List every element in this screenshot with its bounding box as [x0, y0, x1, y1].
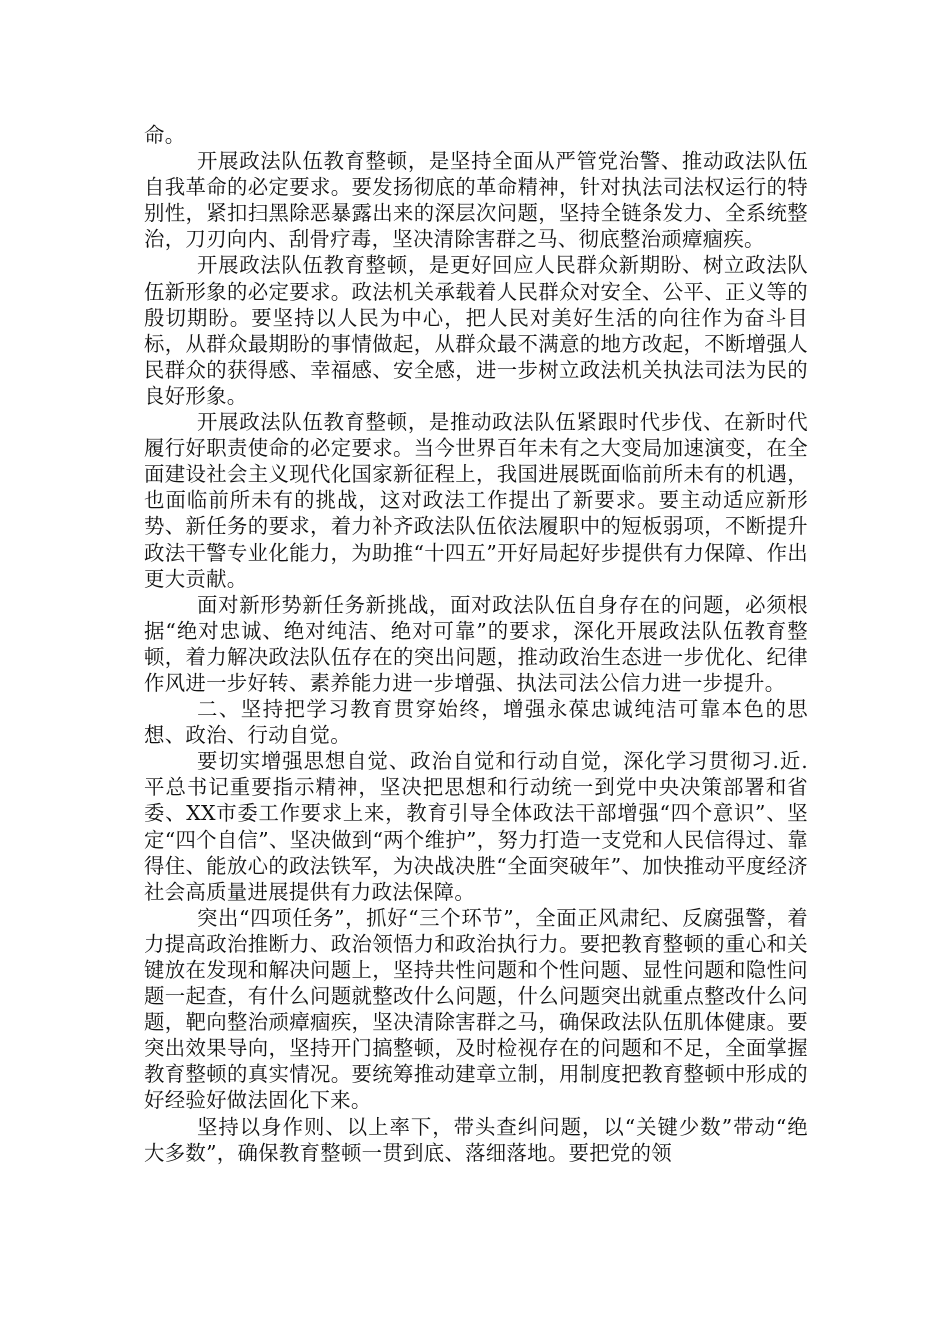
document-body: [144, 122, 808, 1166]
paragraph: 面对新形势新任务新挑战，面对政法队伍自身存在的问题，必须根据“绝对忠诚、绝对纯洁、绝对可靠”的要求，深化开展政法队伍教育整顿，着力解决政法队伍存在的突出问题，推动政治生态进一步优化、纪律作风进一步好转、素养能力进一步增强、执法司法公信力进一步提升。: [144, 592, 808, 695]
paragraph: 开展政法队伍教育整顿，是推动政法队伍紧跟时代步伐、在新时代履行好职责使命的必定要求。当今世界百年未有之大变局加速演变，在全面建设社会主义现代化国家新征程上，我国进展既面临前所未有的机遇，也面临前所未有的挑战，这对政法工作提出了新要求。要主动适应新形势、新任务的要求，着力补齐政法队伍依法履职中的短板弱项，不断提升政法干警专业化能力，为助推“十四五”开好局起好步提供有力保障、作出更大贡献。: [144, 410, 808, 591]
paragraph: 开展政法队伍教育整顿，是更好回应人民群众新期盼、树立政法队伍新形象的必定要求。政法机关承载着人民群众对安全、公平、正义等的殷切期盼。要坚持以人民为中心，把人民对美好生活的向往作为奋斗目标，从群众最期盼的事情做起，从群众最不满意的地方改起，不断增强人民群众的获得感、幸福感、安全感，进一步树立政法机关执法司法为民的良好形象。: [144, 253, 808, 408]
paragraph: 坚持以身作则、以上率下，带头查纠问题，以“关键少数”带动“绝大多数”，确保教育整顿一贯到底、落细落地。要把党的领: [144, 1114, 808, 1165]
paragraph: 开展政法队伍教育整顿，是坚持全面从严管党治警、推动政法队伍自我革命的必定要求。要发扬彻底的革命精神，针对执法司法权运行的特别性，紧扣扫黑除恶暴露出来的深层次问题，坚持全链条发力、全系统整治，刀刃向内、刮骨疗毒，坚决清除害群之马、彻底整治顽瘴痼疾。: [144, 149, 808, 252]
section-heading: 二、坚持把学习教育贯穿始终，增强永葆忠诚纯洁可靠本色的思想、政治、行动自觉。: [144, 697, 808, 748]
paragraph: 突出“四项任务”，抓好“三个环节”，全面正风肃纪、反腐强警，着力提高政治推断力、政治领悟力和政治执行力。要把教育整顿的重心和关键放在发现和解决问题上，坚持共性问题和个性问题、显性问题和隐性问题一起查，有什么问题就整改什么问题，什么问题突出就重点整改什么问题，靶向整治顽瘴痼疾，坚决清除害群之马，确保政法队伍肌体健康。要突出效果导向，坚持开门搞整顿，及时检视存在的问题和不足，全面掌握教育整顿的真实情况。要统筹推动建章立制，用制度把教育整顿中形成的好经验好做法固化下来。: [144, 905, 808, 1113]
paragraph: 要切实增强思想自觉、政治自觉和行动自觉，深化学习贯彻习.近.平总书记重要指示精神，坚决把思想和行动统一到党中央决策部署和省委、XX市委工作要求上来，教育引导全体政法干部增强“四个意识”、坚定“四个自信”、坚决做到“两个维护”，努力打造一支党和人民信得过、靠得住、能放心的政法铁军，为决战决胜“全面突破年”、加快推动平度经济社会高质量进展提供有力政法保障。: [144, 749, 808, 904]
paragraph-continuation: 命。: [144, 123, 186, 147]
